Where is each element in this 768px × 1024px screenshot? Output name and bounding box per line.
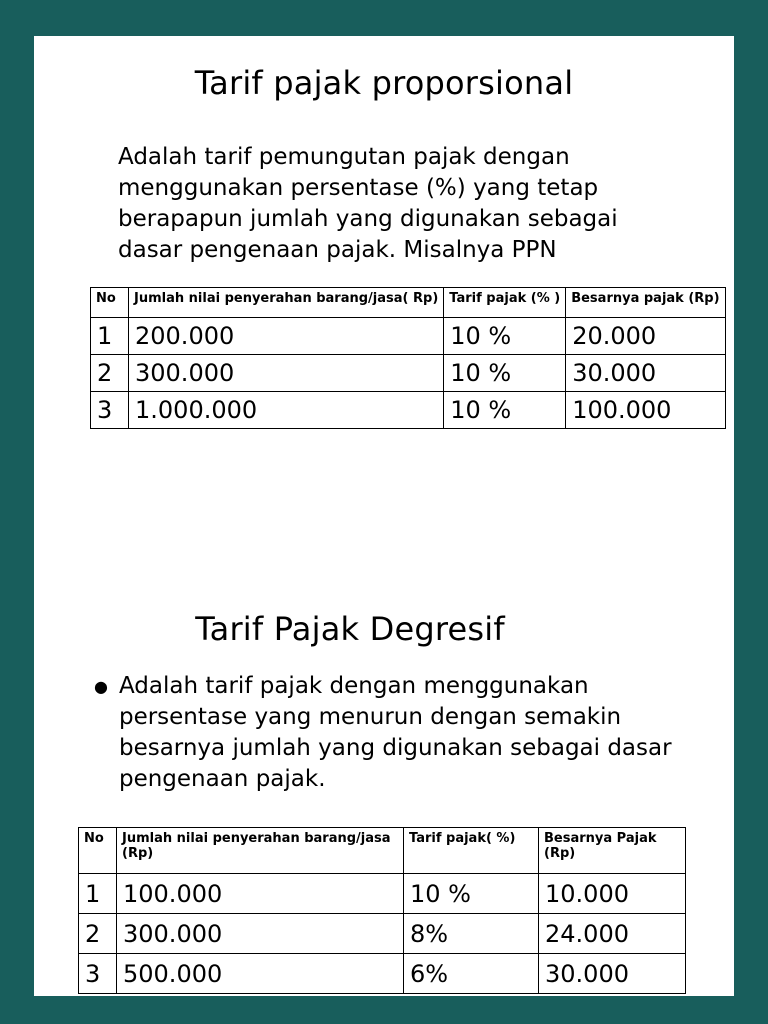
slide2-body-paragraph: Adalah tarif pajak dengan menggunakan persentase yang menurun dengan semakin besarnya jumlah yang digunakan sebagai dasar pengenaan pajak. [118, 673, 672, 792]
cell-rate: 6% [404, 954, 539, 994]
cell-tax: 24.000 [539, 914, 686, 954]
column-header-tax: Besarnya Pajak (Rp) [539, 828, 686, 874]
slide2-bullet-item [94, 671, 690, 795]
table-header-row [91, 288, 726, 318]
cell-no: 2 [79, 914, 117, 954]
cell-rate: 10 % [444, 318, 566, 355]
slide1-body-paragraph: Adalah tarif pemungutan pajak dengan menggunakan persentase (%) yang tetap berapapun jumlah yang digunakan sebagai dasar pengenaan pajak. Misalnya PPN [118, 144, 618, 263]
table-row [91, 355, 726, 392]
cell-no: 3 [91, 392, 129, 429]
column-header-base: Jumlah nilai penyerahan barang/jasa( Rp) [129, 288, 444, 318]
bullet-icon: ● [94, 677, 108, 696]
proportional-tax-table [90, 287, 726, 429]
degressive-tax-table [78, 827, 686, 994]
cell-base: 100.000 [117, 874, 404, 914]
cell-tax: 20.000 [566, 318, 725, 355]
table-row [91, 392, 726, 429]
cell-rate: 8% [404, 914, 539, 954]
table-header-row [79, 828, 686, 874]
cell-tax: 100.000 [566, 392, 725, 429]
column-header-no: No [91, 288, 129, 318]
table-row [79, 954, 686, 994]
column-header-rate: Tarif pajak( %) [404, 828, 539, 874]
cell-tax: 30.000 [566, 355, 725, 392]
cell-rate: 10 % [444, 392, 566, 429]
cell-base: 300.000 [129, 355, 444, 392]
cell-base: 200.000 [129, 318, 444, 355]
cell-rate: 10 % [444, 355, 566, 392]
cell-base: 300.000 [117, 914, 404, 954]
table-row [79, 874, 686, 914]
column-header-rate: Tarif pajak (% ) [444, 288, 566, 318]
table-row [91, 318, 726, 355]
cell-rate: 10 % [404, 874, 539, 914]
cell-tax: 10.000 [539, 874, 686, 914]
cell-no: 3 [79, 954, 117, 994]
cell-base: 500.000 [117, 954, 404, 994]
slide1-title: Tarif pajak proporsional [194, 64, 574, 102]
cell-no: 1 [91, 318, 129, 355]
cell-base: 1.000.000 [129, 392, 444, 429]
column-header-base: Jumlah nilai penyerahan barang/jasa (Rp) [117, 828, 404, 874]
table-row [79, 914, 686, 954]
column-header-no: No [79, 828, 117, 874]
slide2-title: Tarif Pajak Degresif [195, 610, 505, 648]
cell-no: 1 [79, 874, 117, 914]
column-header-tax: Besarnya pajak (Rp) [566, 288, 725, 318]
cell-tax: 30.000 [539, 954, 686, 994]
cell-no: 2 [91, 355, 129, 392]
